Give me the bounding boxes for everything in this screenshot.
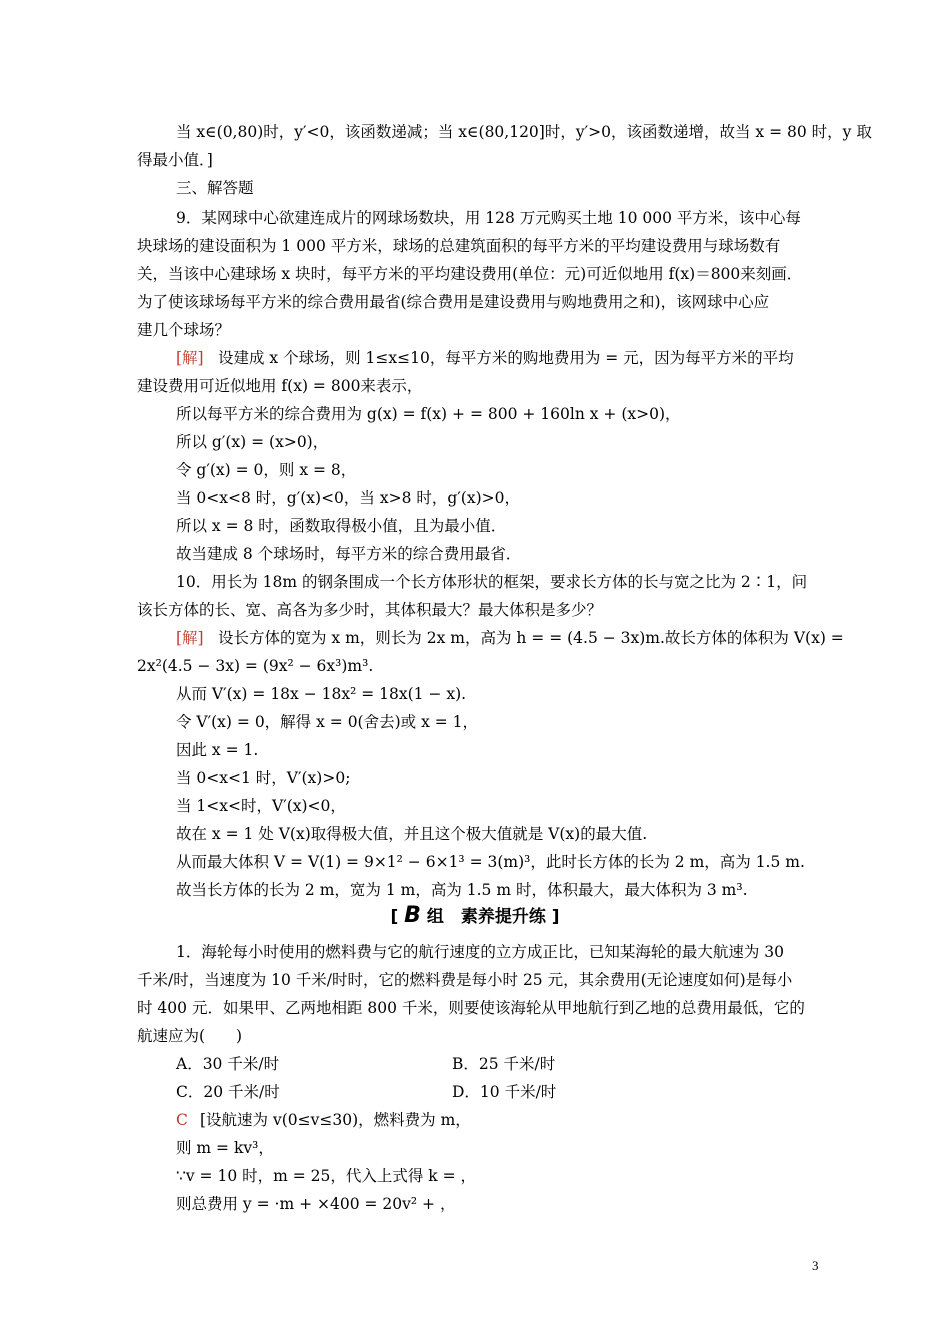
text-line: 故当长方体的长为 2 m，宽为 1 m，高为 1.5 m 时，体积最大，最大体积为 3 m³. xyxy=(176,881,748,899)
banner-open-bracket: [ xyxy=(390,907,399,927)
answer-marker: [解] xyxy=(176,349,204,367)
text-line: 建几个球场？ xyxy=(137,321,231,339)
banner-close-bracket: ] xyxy=(551,907,560,927)
page-number: 3 xyxy=(812,1258,819,1273)
text-line: 当 1<x<时，V′(x)<0， xyxy=(176,797,346,815)
answer-marker: [解] xyxy=(176,629,204,647)
text-line: A．30 千米/时 xyxy=(176,1055,280,1073)
text-line: D．10 千米/时 xyxy=(452,1083,557,1101)
text-line: 块球场的建设面积为 1 000 平方米，球场的总建筑面积的每平方米的平均建设费用与球场数有 xyxy=(137,237,781,255)
text-line: 当 0<x<1 时，V′(x)>0; xyxy=(176,769,351,787)
text-line: 关，当该中心建球场 x 块时，每平方米的平均建设费用(单位：元)可近似地用 f(x)＝800来刻画． xyxy=(137,265,803,283)
text-line: 因此 x = 1. xyxy=(176,741,259,759)
text-line: 令 V′(x) = 0，解得 x = 0(舍去)或 x = 1， xyxy=(176,713,479,731)
text-line: 所以 x = 8 时，函数取得极小值，且为最小值． xyxy=(176,517,507,535)
text-line: C．20 千米/时 xyxy=(176,1083,280,1101)
text-line: 建设费用可近似地用 f(x) = 800来表示， xyxy=(137,377,423,395)
text-line: 三、解答题 xyxy=(176,179,254,197)
text-line: 1．海轮每小时使用的燃料费与它的航行速度的立方成正比，已知某海轮的最大航速为 30 xyxy=(176,943,785,961)
text-line: 千米/时，当速度为 10 千米/时时，它的燃料费是每小时 25 元，其余费用(无论速度如何)是每小 xyxy=(137,971,793,989)
text-line: 10．用长为 18m 的钢条围成一个长方体形状的框架，要求长方体的长与宽之比为 2∶1，问 xyxy=(176,573,808,591)
text-line: 所以 g′(x) = (x>0)， xyxy=(176,433,329,451)
banner-letter: B xyxy=(404,903,421,928)
text-line: 从而 V′(x) = 18x − 18x² = 18x(1 − x). xyxy=(176,685,467,703)
text-line: 时 400 元．如果甲、乙两地相距 800 千米，则要使该海轮从甲地航行到乙地的总费用最低，它的 xyxy=(137,999,805,1017)
text-line: 当 x∈(0,80)时，y′<0，该函数递减；当 x∈(80,120]时，y′>0，该函数递增，故当 x = 80 时，y 取 xyxy=(176,123,872,141)
section-banner xyxy=(0,902,950,928)
text-line: 则 m = kv³， xyxy=(176,1139,274,1157)
text-line: 所以每平方米的综合费用为 g(x) = f(x) + = 800 + 160ln x + (x>0)， xyxy=(176,405,681,423)
text-line: 从而最大体积 V = V(1) = 9×1² − 6×1³ = 3(m)³，此时长方体的长为 2 m，高为 1.5 m. xyxy=(176,853,805,871)
text-line: 故在 x = 1 处 V(x)取得极大值，并且这个极大值就是 V(x)的最大值. xyxy=(176,825,648,843)
text-line: 为了使该球场每平方米的综合费用最省(综合费用是建设费用与购地费用之和)，该网球中心应 xyxy=(137,293,770,311)
text-line: 设长方体的宽为 x m，则长为 2x m，高为 h = = (4.5 − 3x)m.故长方体的体积为 V(x) = xyxy=(218,629,844,647)
text-line: 9．某网球中心欲建连成片的网球场数块，用 128 万元购买土地 10 000 平方米，该中心每 xyxy=(176,209,801,227)
text-line: [设航速为 v(0≤v≤30)，燃料费为 m， xyxy=(200,1111,471,1129)
text-line: 设建成 x 个球场，则 1≤x≤10，每平方米的购地费用为 = 元，因为每平方米的平均 xyxy=(218,349,794,367)
text-line: 令 g′(x) = 0，则 x = 8， xyxy=(176,461,357,479)
text-line: 2x²(4.5 − 3x) = (9x² − 6x³)m³. xyxy=(137,657,374,675)
text-line: 故当建成 8 个球场时，每平方米的综合费用最省． xyxy=(176,545,522,563)
text-line: B．25 千米/时 xyxy=(452,1055,556,1073)
text-line: 该长方体的长、宽、高各为多少时，其体积最大？最大体积是多少？ xyxy=(137,601,603,619)
banner-title: 组 素养提升练 xyxy=(426,907,546,927)
text-line: 则总费用 y = ·m + ×400 = 20v² + ， xyxy=(176,1195,456,1213)
answer-marker: C xyxy=(176,1111,188,1129)
text-line: 得最小值．] xyxy=(137,151,213,169)
text-line: 当 0<x<8 时，g′(x)<0，当 x>8 时，g′(x)>0， xyxy=(176,489,520,507)
text-line: ∵v = 10 时，m = 25，代入上式得 k = ， xyxy=(176,1167,477,1185)
text-line: 航速应为( ) xyxy=(137,1027,243,1045)
